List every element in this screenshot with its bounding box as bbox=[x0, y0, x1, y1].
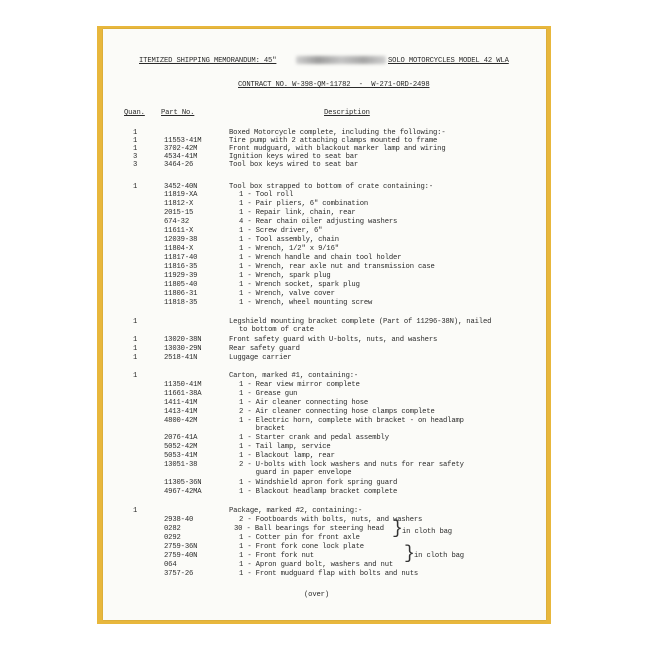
row-description: 1 - Tool roll bbox=[239, 191, 294, 199]
row-quantity: 1 bbox=[133, 145, 138, 153]
row-part-number: 11817-40 bbox=[164, 254, 198, 262]
row-part-number: 0282 bbox=[164, 525, 181, 533]
row-description: guard in paper envelope bbox=[239, 469, 352, 477]
row-description: 1 - Front fork cone lock plate bbox=[239, 543, 364, 551]
row-description: 1 - Front mudguard flap with bolts and nuts bbox=[239, 570, 419, 578]
row-description: 1 - Wrench socket, spark plug bbox=[239, 281, 360, 289]
row-description: 1 - Starter crank and pedal assembly bbox=[239, 434, 389, 442]
row-quantity: 3 bbox=[133, 153, 138, 161]
cloth-bag-note-2: in cloth bag bbox=[414, 552, 464, 560]
row-quantity: 3 bbox=[133, 161, 138, 169]
row-description: 1 - Repair link, chain, rear bbox=[239, 209, 356, 217]
row-quantity: 1 bbox=[133, 137, 138, 145]
header-description: Description bbox=[324, 109, 370, 117]
row-part-number: 2518-41N bbox=[164, 354, 198, 362]
row-quantity: 1 bbox=[133, 336, 138, 344]
row-description: Ignition keys wired to seat bar bbox=[229, 153, 359, 161]
row-part-number: 13051-38 bbox=[164, 461, 198, 469]
row-description: 1 - Blackout lamp, rear bbox=[239, 452, 335, 460]
row-description: Tool box keys wired to seat bar bbox=[229, 161, 359, 169]
row-description: 1 - Wrench, valve cover bbox=[239, 290, 335, 298]
row-description: 2 - U-bolts with lock washers and nuts for rear safety bbox=[239, 461, 464, 469]
row-description: 2 - Footboards with bolts, nuts, and washers bbox=[239, 516, 423, 524]
row-description: 1 - Screw driver, 6" bbox=[239, 227, 323, 235]
row-description: Tire pump with 2 attaching clamps mounted to frame bbox=[229, 137, 438, 145]
contract-number: CONTRACT NO. W-398-QM-11782 - W-271-ORD-2498 bbox=[238, 81, 430, 89]
row-part-number: 0292 bbox=[164, 534, 181, 542]
row-description: 1 - Grease gun bbox=[239, 390, 298, 398]
row-part-number: 11305-36N bbox=[164, 479, 202, 487]
row-description: 30 - Ball bearings for steering head bbox=[234, 525, 384, 533]
footer-over: (over) bbox=[304, 591, 329, 599]
row-part-number: 11819-XA bbox=[164, 191, 198, 199]
row-description: 1 - Windshield apron fork spring guard bbox=[239, 479, 398, 487]
row-description: 1 - Air cleaner connecting hose bbox=[239, 399, 369, 407]
row-part-number: 3464-26 bbox=[164, 161, 194, 169]
row-part-number: 11553-41M bbox=[164, 137, 202, 145]
row-part-number: 11816-35 bbox=[164, 263, 198, 271]
row-quantity: 1 bbox=[133, 129, 138, 137]
row-part-number: 13030-29N bbox=[164, 345, 202, 353]
row-part-number: 11812-X bbox=[164, 200, 194, 208]
row-description: Package, marked #2, containing:- bbox=[229, 507, 363, 515]
row-part-number: 11350-41M bbox=[164, 381, 202, 389]
row-part-number: 11929-39 bbox=[164, 272, 198, 280]
row-description: Front safety guard with U-bolts, nuts, and washers bbox=[229, 336, 438, 344]
row-part-number: 2759-36N bbox=[164, 543, 198, 551]
row-description: to bottom of crate bbox=[239, 326, 314, 334]
row-description: Legshield mounting bracket complete (Part of 11296-38N), nailed bbox=[229, 318, 492, 326]
row-part-number: 064 bbox=[164, 561, 177, 569]
row-quantity: 1 bbox=[133, 345, 138, 353]
row-part-number: 2076-41A bbox=[164, 434, 198, 442]
row-description: 4 - Rear chain oiler adjusting washers bbox=[239, 218, 398, 226]
row-quantity: 1 bbox=[133, 372, 138, 380]
row-description: 1 - Tool assembly, chain bbox=[239, 236, 339, 244]
row-description: Boxed Motorcycle complete, including the following:- bbox=[229, 129, 446, 137]
row-description: 2 - Air cleaner connecting hose clamps complete bbox=[239, 408, 435, 416]
row-part-number: 11805-40 bbox=[164, 281, 198, 289]
row-description: Luggage carrier bbox=[229, 354, 292, 362]
row-description: 1 - Blackout headlamp bracket complete bbox=[239, 488, 398, 496]
row-part-number: 1413-41M bbox=[164, 408, 198, 416]
row-quantity: 1 bbox=[133, 318, 138, 326]
row-part-number: 3757-26 bbox=[164, 570, 194, 578]
row-part-number: 2938-40 bbox=[164, 516, 194, 524]
row-description: Front mudguard, with blackout marker lamp and wiring bbox=[229, 145, 446, 153]
row-part-number: 11661-38A bbox=[164, 390, 202, 398]
redacted-text-blur bbox=[296, 56, 386, 64]
row-description: 1 - Wrench, spark plug bbox=[239, 272, 331, 280]
row-part-number: 4800-42M bbox=[164, 417, 198, 425]
row-part-number: 3702-42M bbox=[164, 145, 198, 153]
row-part-number: 5052-42M bbox=[164, 443, 198, 451]
cloth-bag-note-1: in cloth bag bbox=[402, 528, 452, 536]
row-description: 1 - Tail lamp, service bbox=[239, 443, 331, 451]
header-quan: Quan. bbox=[124, 109, 145, 117]
row-description: Rear safety guard bbox=[229, 345, 300, 353]
row-description: bracket bbox=[239, 425, 285, 433]
row-part-number: 674-32 bbox=[164, 218, 189, 226]
row-quantity: 1 bbox=[133, 507, 138, 515]
brace-2: } bbox=[404, 544, 415, 564]
row-quantity: 1 bbox=[133, 354, 138, 362]
row-description: 1 - Rear view mirror complete bbox=[239, 381, 360, 389]
row-description: 1 - Wrench, 1/2" x 9/16" bbox=[239, 245, 339, 253]
row-part-number: 11804-X bbox=[164, 245, 194, 253]
row-part-number: 11818-35 bbox=[164, 299, 198, 307]
memo-title-left: ITEMIZED SHIPPING MEMORANDUM: 45" bbox=[139, 57, 277, 65]
row-description: 1 - Wrench, wheel mounting screw bbox=[239, 299, 373, 307]
row-description: 1 - Electric horn, complete with bracket - on headlamp bbox=[239, 417, 464, 425]
row-part-number: 1411-41M bbox=[164, 399, 198, 407]
row-description: 1 - Wrench, rear axle nut and transmission case bbox=[239, 263, 435, 271]
row-part-number: 4967-42MA bbox=[164, 488, 202, 496]
header-part-no: Part No. bbox=[161, 109, 195, 117]
row-description: 1 - Front fork nut bbox=[239, 552, 314, 560]
row-description: 1 - Pair pliers, 6" combination bbox=[239, 200, 369, 208]
row-part-number: 2015-15 bbox=[164, 209, 194, 217]
row-part-number: 12039-38 bbox=[164, 236, 198, 244]
row-part-number: 13020-38N bbox=[164, 336, 202, 344]
row-description: 1 - Cotter pin for front axle bbox=[239, 534, 360, 542]
row-part-number: 4534-41M bbox=[164, 153, 198, 161]
row-description: 1 - Apron guard bolt, washers and nut bbox=[239, 561, 394, 569]
brace-1: } bbox=[392, 519, 403, 539]
row-part-number: 3452-40N bbox=[164, 183, 198, 191]
row-part-number: 11806-31 bbox=[164, 290, 198, 298]
row-description: 1 - Wrench handle and chain tool holder bbox=[239, 254, 402, 262]
row-quantity: 1 bbox=[133, 183, 138, 191]
row-description: Carton, marked #1, containing:- bbox=[229, 372, 359, 380]
row-description: Tool box strapped to bottom of crate containing:- bbox=[229, 183, 433, 191]
row-part-number: 2759-40N bbox=[164, 552, 198, 560]
memo-title-right: SOLO MOTORCYCLES MODEL 42 WLA bbox=[388, 57, 509, 65]
row-part-number: 5053-41M bbox=[164, 452, 198, 460]
row-part-number: 11611-X bbox=[164, 227, 194, 235]
